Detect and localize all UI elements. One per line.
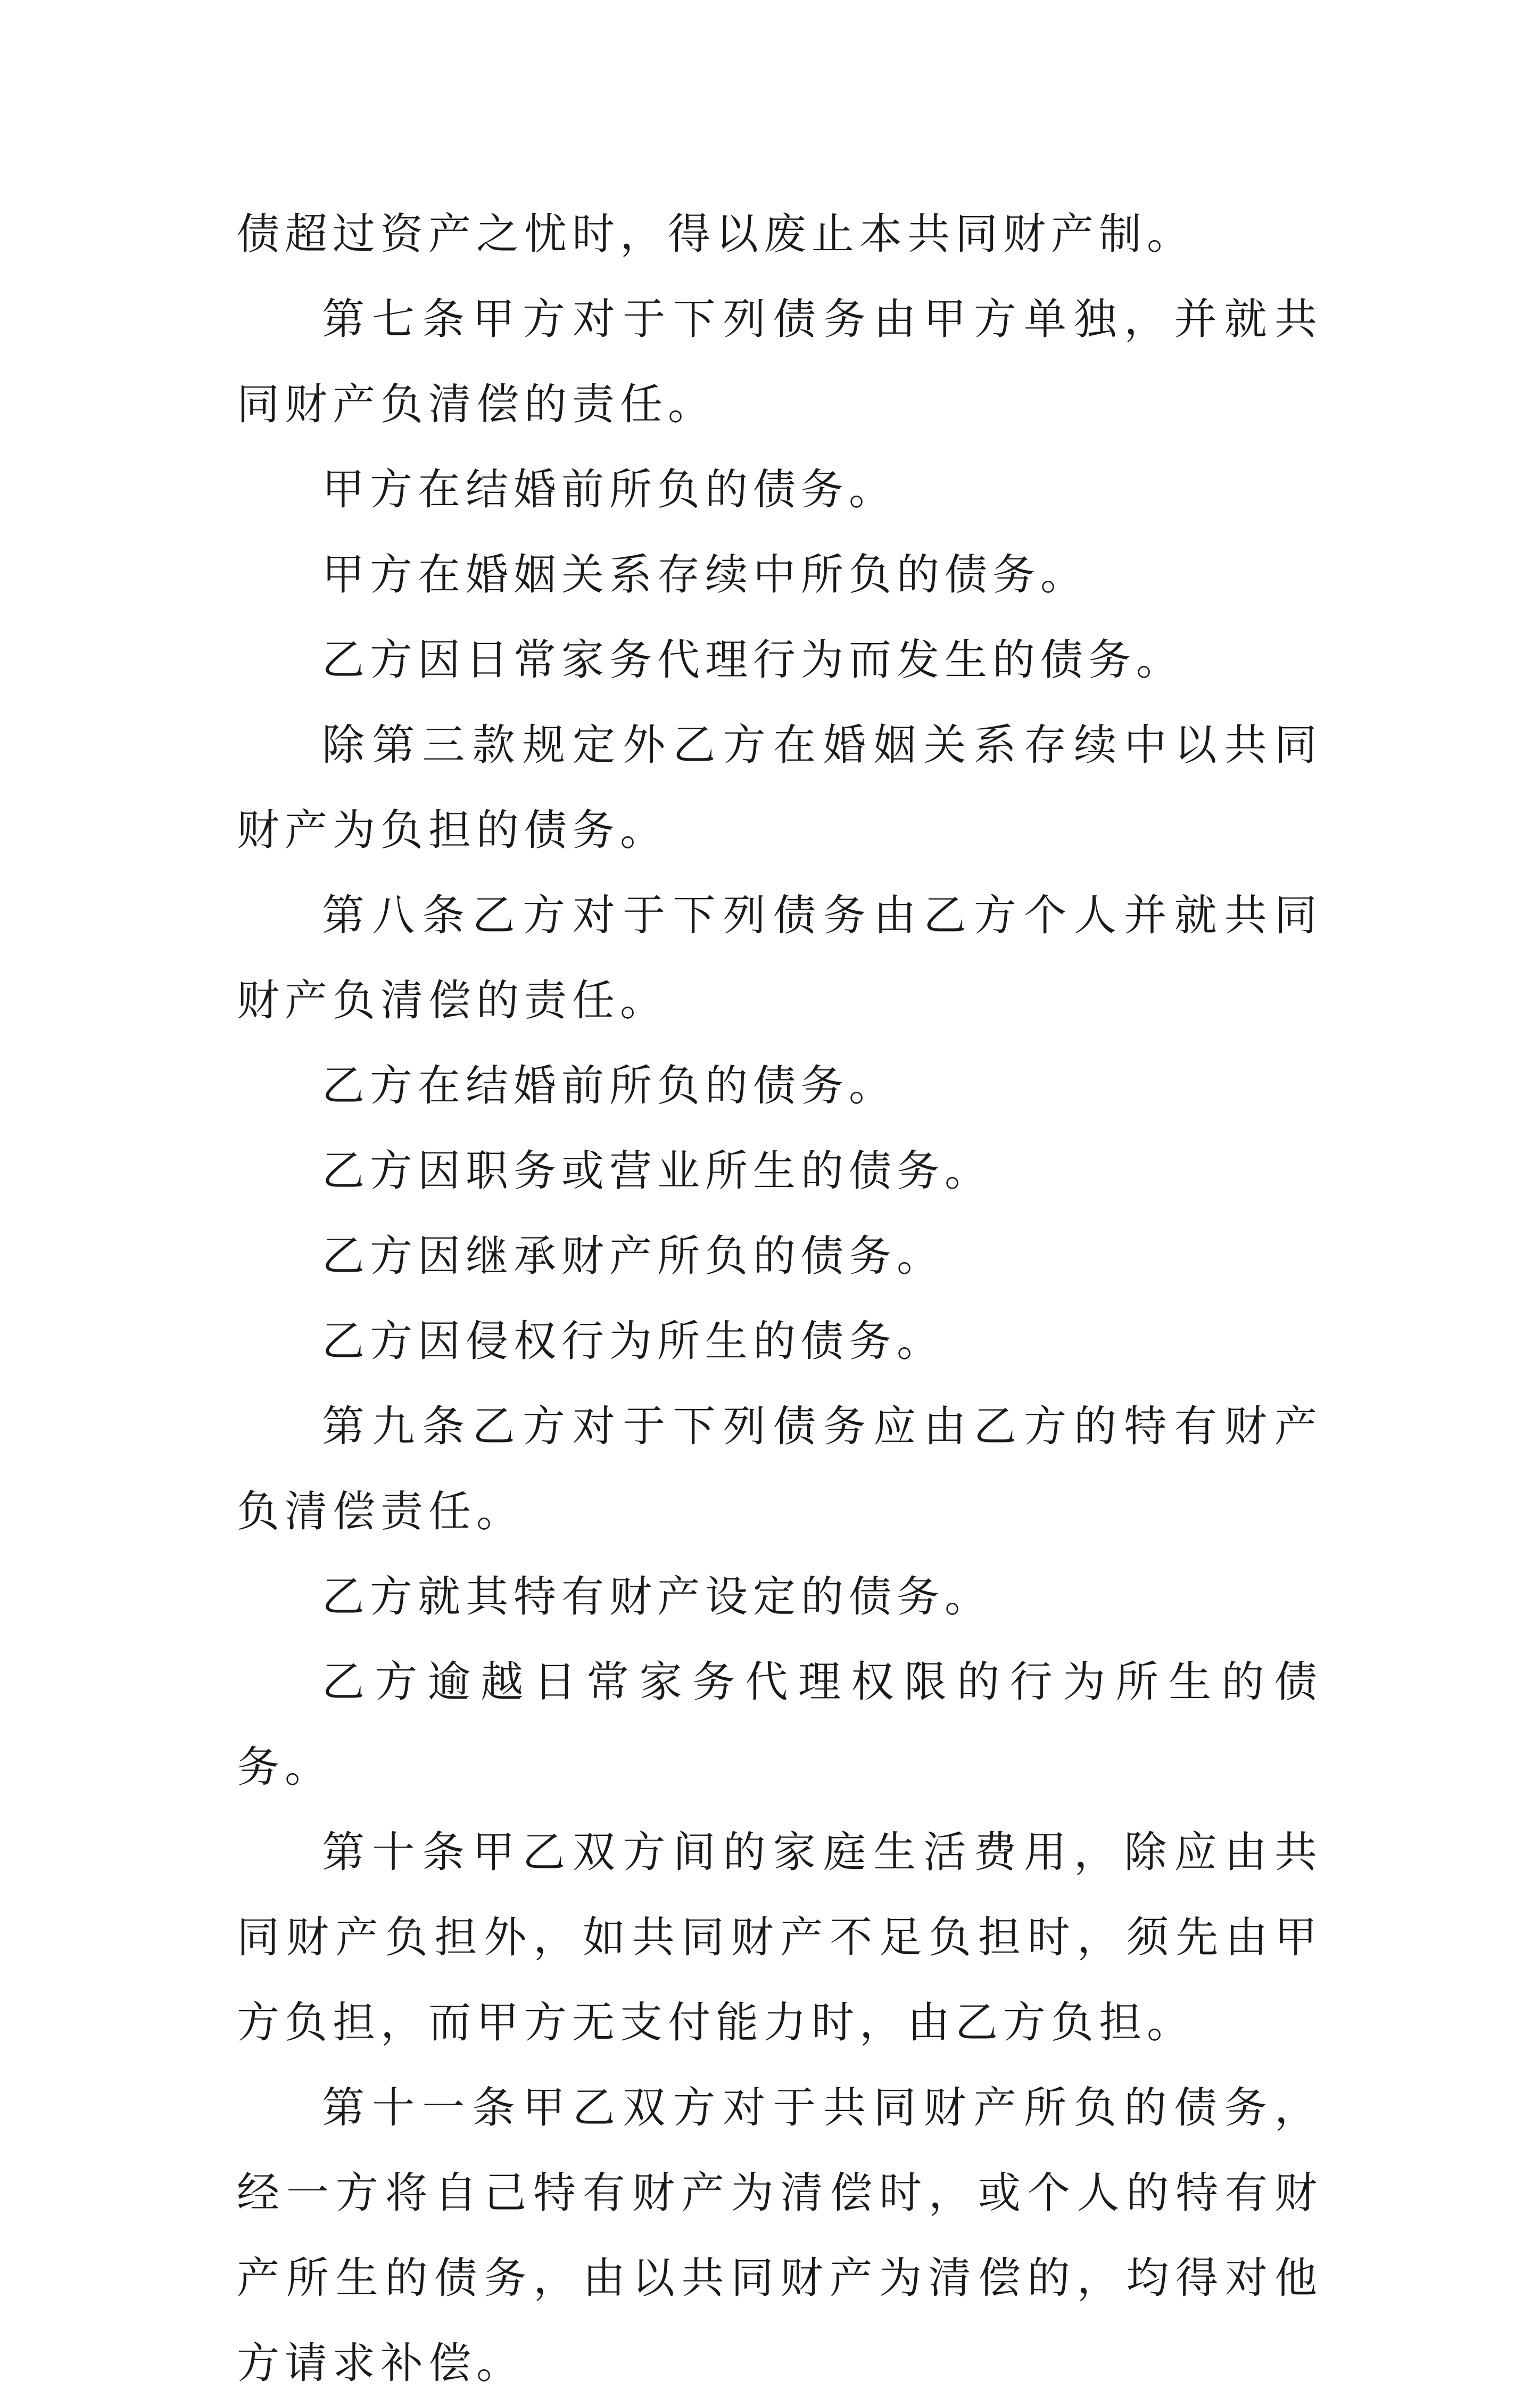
paragraph-article-7: 第七条甲方对于下列债务由甲方单独，并就共同财产负清偿的责任。 [237, 294, 1322, 429]
paragraph-continuation: 债超过资产之忧时，得以废止本共同财产制。 [237, 209, 1195, 259]
paragraph-article-8-item-3: 乙方因继承财产所负的债务。 [322, 1231, 945, 1281]
paragraph-article-9: 第九条乙方对于下列债务应由乙方的特有财产负清偿责任。 [237, 1402, 1322, 1536]
document-body [237, 192, 1322, 2406]
paragraph-article-8-item-2: 乙方因职务或营业所生的债务。 [322, 1146, 992, 1196]
paragraph-article-7-item-2: 甲方在婚姻关系存续中所负的债务。 [322, 550, 1088, 599]
paragraph-article-8-item-1: 乙方在结婚前所负的债务。 [322, 1061, 897, 1110]
paragraph-article-8: 第八条乙方对于下列债务由乙方个人并就共同财产负清偿的责任。 [237, 891, 1322, 1025]
paragraph-article-9-item-1: 乙方就其特有财产设定的债务。 [322, 1572, 992, 1621]
paragraph-article-10: 第十条甲乙双方间的家庭生活费用，除应由共同财产负担外，如共同财产不足负担时，须先由甲方负担，而甲方无支付能力时，由乙方负担。 [237, 1827, 1322, 2047]
paragraph-article-7-item-3: 乙方因日常家务代理行为而发生的债务。 [322, 635, 1184, 685]
paragraph-article-7-item-1: 甲方在结婚前所负的债务。 [322, 465, 897, 514]
paragraph-article-8-item-4: 乙方因侵权行为所生的债务。 [322, 1316, 945, 1366]
paragraph-article-11: 第十一条甲乙双方对于共同财产所负的债务，经一方将自己特有财产为清偿时，或个人的特有财产所生的债务，由以共同财产为清偿的，均得对他方请求补偿。 [237, 2083, 1322, 2388]
paragraph-article-7-item-4: 除第三款规定外乙方在婚姻关系存续中以共同财产为负担的债务。 [237, 720, 1322, 855]
paragraph-article-9-item-2: 乙方逾越日常家务代理权限的行为所生的债务。 [237, 1657, 1322, 1792]
